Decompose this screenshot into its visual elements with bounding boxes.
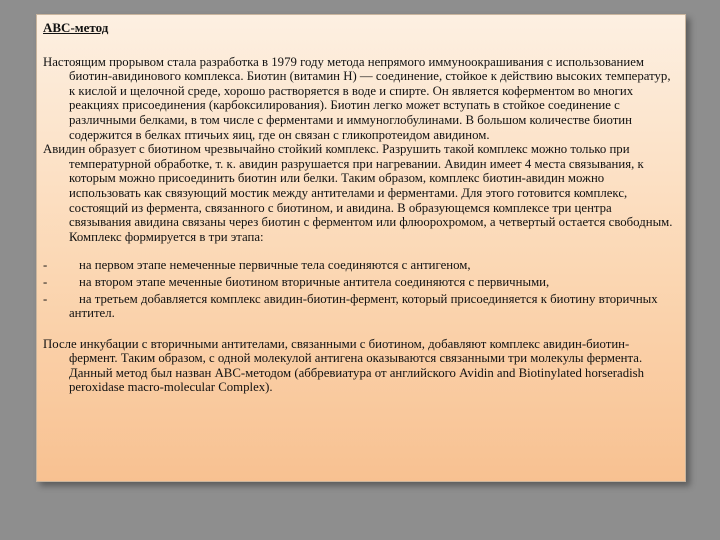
slide-title: АВС-метод xyxy=(43,20,109,35)
spacer xyxy=(43,244,677,258)
slide-panel xyxy=(36,14,686,482)
list-item-text: на третьем добавляется комплекс авидин-биотин-фермент, который присоединяется к биотину вторичных антител. xyxy=(69,291,658,321)
paragraph-biotin: Настоящим прорывом стала разработка в 1979 году метода непрямого иммуноокрашивания с использованием биотин-авидинового комплекса. Биотин (витамин Н) — соединение, стойкое к действию высоких температур, к кислой и щелочной среде, хорошо растворяется в воде и спирте. Он является коферментом во многих реакциях присоединения (карбоксилирования). Биотин легко может вступать в стойкое соединение с различными белками, в том числе с ферментами и иммуноглобулинами. В большом количестве биотин содержится в белках птичьих яиц, где он связан с гликопротеидом авидином. xyxy=(43,54,671,142)
list-dash: - xyxy=(43,274,48,289)
list-item-text: на втором этапе меченные биотином вторичные антитела соединяются с первичными, xyxy=(79,274,550,289)
paragraph-avidin: Авидин образует с биотином чрезвычайно стойкий комплекс. Разрушить такой комплекс можно только при температурной обработке, т. к. авидин разрушается при нагревании. Авидин имеет 4 места связывания, к которым можно присоединить биотин или белки. Таким образом, комплекс биотин-авидин можно использовать как связующий мостик между антителами и ферментами. Для этого готовится комплекс, состоящий из фермента, связанного с биотином, и авидина. В образующемся комплексе три центра связывания авидина связаны через биотин с ферментом или флюорохромом, а четвертый остается свободным. Комплекс формируется в три этапа: xyxy=(43,142,673,244)
list-item xyxy=(43,292,677,321)
list-item-text: на первом этапе немеченные первичные тела соединяются с антигеном, xyxy=(79,258,471,273)
list-dash: - xyxy=(43,258,48,273)
list-dash: - xyxy=(43,291,48,306)
list-item xyxy=(43,275,677,290)
spacer xyxy=(43,323,677,337)
stage-list xyxy=(43,258,677,320)
paragraph-abc: После инкубации с вторичными антителами, связанными с биотином, добавляют комплекс авидин-биотин-фермент. Таким образом, с одной молекулой антигена оказываются связанными три молекулы фермента. Данный метод был назван АВС-методом (аббревиатура от английского Avidin and Biotinylated horseradish peroxidase macro-molecular Complex). xyxy=(43,336,645,395)
list-item xyxy=(43,258,677,273)
